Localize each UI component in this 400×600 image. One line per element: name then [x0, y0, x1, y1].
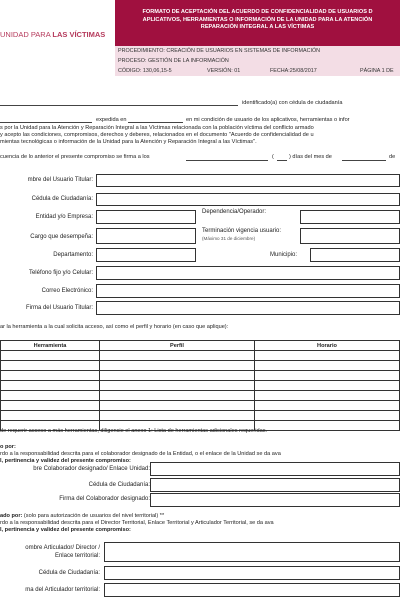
- intro-line-5: mientas tecnológicas o información de la Unidad para la Atención y Reparación Integral a las Víctimas".: [0, 139, 257, 145]
- colaborador-label: bre Colaborador designado/ Enlace Unidad:: [33, 466, 150, 472]
- municipio-field[interactable]: [310, 248, 400, 262]
- intro-line-2: en mi condición de usuario de los aplicativos, herramientas o infor: [186, 117, 350, 123]
- tools-instruction: ar la herramienta a la cual solicita acceso, así como el perfil y horario (en caso que aplique):: [0, 324, 229, 330]
- articulador-firma-label: ma del Articulador territorial:: [25, 587, 100, 593]
- municipio-label: Municipio:: [270, 252, 298, 258]
- approval2-text-1: rdo a la responsabilidad descrita para el Director Territorial, Enlace Territorial y Articulador Territorial, se da ava: [0, 520, 274, 526]
- dependencia-field[interactable]: [300, 210, 400, 224]
- approval1-text-2: l, pertinencia y validez del presente compromiso:: [0, 458, 131, 464]
- table-row[interactable]: [1, 371, 400, 381]
- table-row[interactable]: [1, 391, 400, 401]
- tools-note: de requerir acceso a más herramientas, diligencie el anexo 1: Lista de herramientas adicionales requeridas.: [0, 428, 268, 434]
- approval1-text-1: rdo a la responsabilidad descrita para el colaborador designado de la Entidad, o el enlace de la Unidad se da ava: [0, 451, 281, 457]
- nombre-label: mbre del Usuario Titular:: [27, 177, 93, 183]
- col-perfil: Perfil: [100, 341, 255, 351]
- firma-field[interactable]: [96, 301, 400, 315]
- entidad-label: Entidad y/o Empresa:: [35, 214, 93, 220]
- articulador-field[interactable]: [104, 542, 400, 562]
- cedula-field[interactable]: [96, 193, 400, 206]
- cedula-line[interactable]: [0, 122, 92, 123]
- table-row[interactable]: [1, 411, 400, 421]
- intro-line-3: s por la Unidad para la Atención y Reparación Integral a las Víctimas relacionada con la población víctima del conflicto armado: [0, 125, 314, 131]
- table-row[interactable]: [1, 401, 400, 411]
- logo-prefix: UNIDAD PARA: [0, 30, 53, 39]
- col-herramienta: Herramienta: [1, 341, 100, 351]
- articulador-label-2: Enlace territorial:: [54, 553, 100, 559]
- colaborador-firma-label: Firma del Colaborador designado:: [59, 496, 150, 502]
- intro-line-4: y acepto las condiciones, compromisos, derechos y deberes, relacionados en el documento "Acuerdo de confidencialidad de u: [0, 132, 314, 138]
- form-title: [115, 0, 400, 46]
- dias-line[interactable]: [186, 160, 268, 161]
- colaborador-field[interactable]: [150, 462, 400, 476]
- terminacion-label: Terminación vigencia usuario:: [202, 228, 282, 234]
- articulador-cedula-field[interactable]: [104, 566, 400, 580]
- pagina-text: PÁGINA 1 DE: [360, 67, 394, 74]
- colaborador-cedula-label: Cédula de Ciudadanía:: [88, 482, 150, 488]
- table-row[interactable]: [1, 361, 400, 371]
- procedimiento-text: PROCEDIMIENTO: CREACIÓN DE USUARIOS EN SISTEMAS DE INFORMACIÓN: [118, 47, 321, 54]
- tools-header-row: [1, 341, 400, 351]
- paren-open: (: [272, 154, 274, 160]
- expedida-line[interactable]: [128, 122, 183, 123]
- mes-line[interactable]: [342, 160, 386, 161]
- fecha-text: FECHA:25/08/2017: [270, 67, 317, 74]
- entidad-field[interactable]: [96, 210, 196, 224]
- de-text: de: [389, 154, 396, 160]
- codigo-text: CÓDIGO: 130,06,15-5: [118, 67, 172, 74]
- nombre-field[interactable]: [96, 174, 400, 187]
- approval2-title-rest: (solo para autorización de usuarios del nivel territorial) **: [22, 513, 165, 519]
- terminacion-note: (Máximo 31 de diciembre): [202, 236, 256, 241]
- terminacion-field[interactable]: [300, 228, 400, 244]
- title-line-1: FORMATO DE ACEPTACIÓN DEL ACUERDO DE CONFIDENCIALIDAD DE USUARIOS D: [142, 9, 373, 15]
- departamento-field[interactable]: [96, 248, 196, 262]
- intro-line-6: cuencia de lo anterior el presente compromiso se firma a los: [0, 154, 150, 160]
- articulador-firma-field[interactable]: [104, 583, 400, 597]
- col-horario: Horario: [255, 341, 400, 351]
- document-header: [0, 0, 400, 80]
- colaborador-firma-field[interactable]: [150, 493, 400, 507]
- articulador-cedula-label: Cédula de Ciudadanía:: [38, 570, 100, 576]
- correo-label: Correo Electrónico:: [41, 288, 93, 294]
- title-line-2: APLICATIVOS, HERRAMIENTAS O INFORMACIÓN DE LA UNIDAD PARA LA ATENCIÓN: [142, 16, 373, 23]
- codes-row: [115, 66, 400, 77]
- logo-bold: LAS VÍCTIMAS: [52, 30, 106, 39]
- departamento-label: Departamento:: [53, 252, 93, 258]
- approval2-title-bold: ado por:: [0, 513, 23, 519]
- dias-num-line[interactable]: [277, 160, 287, 161]
- table-row[interactable]: [1, 351, 400, 361]
- dias-mes-text: ) días del mes de: [289, 154, 332, 160]
- cargo-field[interactable]: [96, 228, 196, 244]
- proceso-text: PROCESO: GESTIÓN DE LA INFORMACIÓN: [118, 57, 229, 64]
- expedida-text: expedida en: [96, 117, 127, 123]
- cargo-label: Cargo que desempeña:: [30, 234, 93, 240]
- name-line[interactable]: [0, 105, 238, 106]
- correo-field[interactable]: [96, 284, 400, 298]
- approval2-text-2: l, pertinencia y validez del presente compromiso:: [0, 527, 131, 533]
- identificado-text: identificado(a) con cédula de ciudadanía: [242, 100, 343, 106]
- dependencia-label: Dependencia/Operador:: [202, 209, 267, 215]
- version-text: VERSIÓN: 01: [207, 67, 241, 74]
- cedula-label: Cédula de Ciudadanía:: [31, 196, 93, 202]
- articulador-label-1: ombre Articulador/ Director /: [25, 545, 100, 551]
- firma-label: Firma del Usuario Titular:: [25, 305, 93, 311]
- colaborador-cedula-field[interactable]: [150, 478, 400, 492]
- title-line-3: REPARACIÓN INTEGRAL A LAS VÍCTIMAS: [200, 24, 315, 30]
- table-row[interactable]: [1, 381, 400, 391]
- telefono-label: Teléfono fijo y/o Celular:: [28, 270, 93, 276]
- tools-table: [0, 340, 400, 431]
- approval2-title: [0, 513, 164, 520]
- logo: [0, 0, 116, 50]
- logo-text: [0, 30, 105, 39]
- telefono-field[interactable]: [96, 266, 400, 280]
- approval1-title: o por:: [0, 444, 16, 450]
